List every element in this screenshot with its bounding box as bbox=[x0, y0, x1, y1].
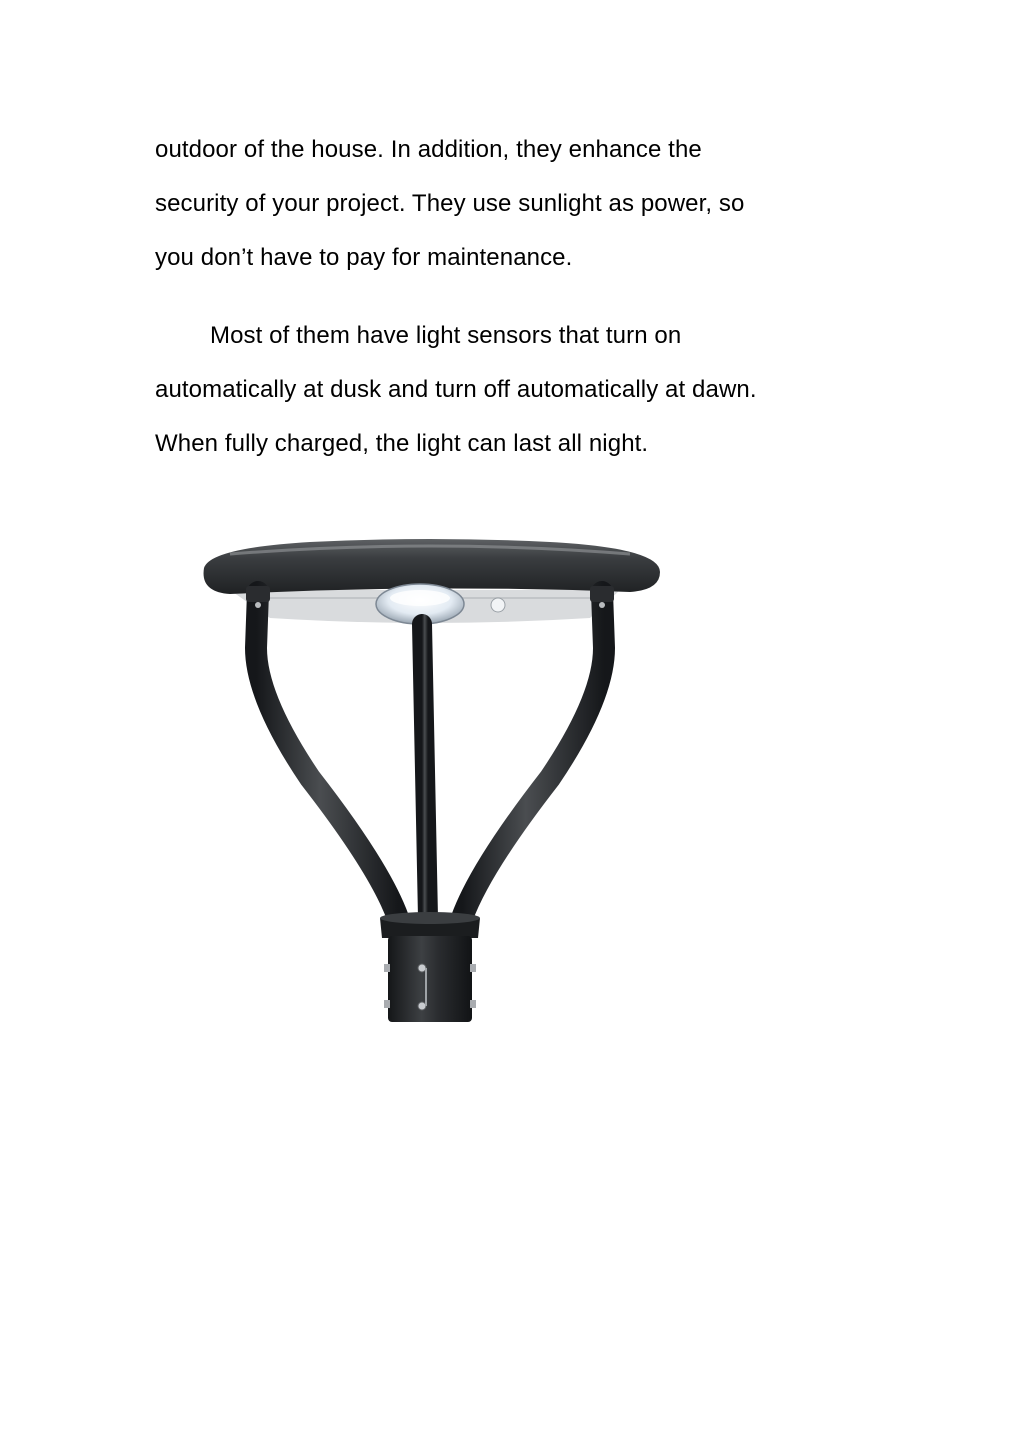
light-sensor bbox=[491, 598, 505, 612]
base-bolt bbox=[418, 964, 426, 972]
base-bolt bbox=[418, 1002, 426, 1010]
paragraph-2-line-1: Most of them have light sensors that turn on bbox=[210, 322, 682, 349]
lamp-base-sleeve bbox=[388, 936, 472, 1022]
paragraph-2-line-2: automatically at dusk and turn off automatically at dawn. bbox=[155, 376, 757, 403]
lamp-arm-left bbox=[256, 592, 398, 918]
lamp-arm-center bbox=[422, 624, 428, 918]
paragraph-1-line-2: security of your project. They use sunlight as power, so bbox=[155, 190, 745, 217]
paragraph-1-line-1: outdoor of the house. In addition, they enhance the bbox=[155, 136, 702, 163]
paragraph-1-line-3: you don’t have to pay for maintenance. bbox=[155, 244, 573, 271]
solar-post-light-image bbox=[190, 528, 670, 1028]
lamp-arm-right bbox=[462, 592, 604, 918]
paragraph-2 bbox=[155, 309, 855, 471]
paragraph-2-line-3: When fully charged, the light can last all night. bbox=[155, 430, 649, 457]
paragraph-1 bbox=[155, 123, 855, 285]
